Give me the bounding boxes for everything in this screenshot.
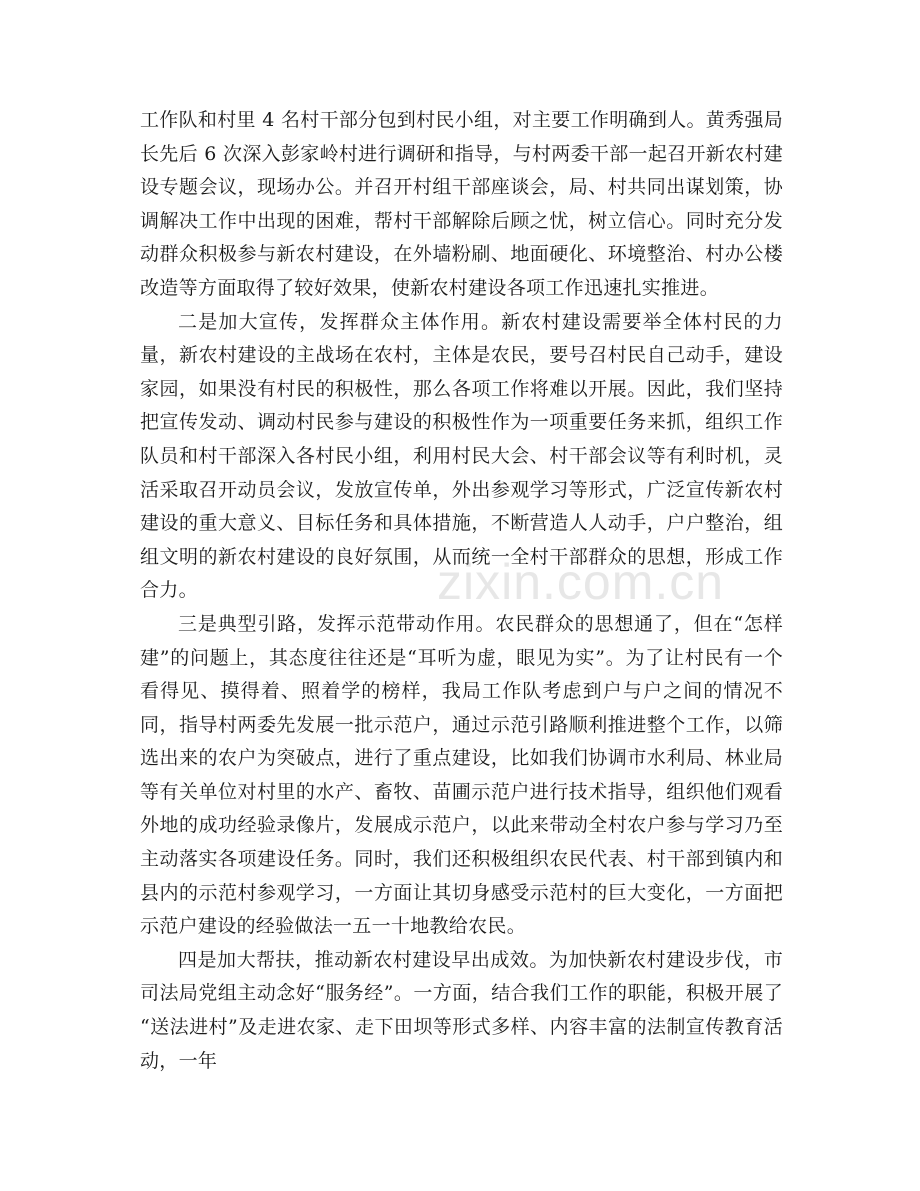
paragraph-4: 四是加大帮扶，推动新农村建设早出成效。为加快新农村建设步伐，市司法局党组主动念好“服务经”。一方面，结合我们工作的职能，积极开展了 “送法进村”及走进农家、走下田坝等形式多样、内容丰富的法制宣传教育活动，一年 [140,948,783,1072]
watermark: zixin.com.cn [437,554,725,610]
paragraph-1: 工作队和村里 4 名村干部分包到村民小组，对主要工作明确到人。黄秀强局长先后 6 次深入彭家岭村进行调研和指导，与村两委干部一起召开新农村建设专题会议，现场办公。并召开村组干部座谈会，局、村共同出谋划策，协调解决工作中出现的困难，帮村干部解除后顾之忧，树立信心。同时充分发动群众积极参与新农村建设，在外墙粉刷、地面硬化、环境整治、村办公楼改造等方面取得了较好效果，使新农村建设各项工作迅速扎实推进。 [140,109,783,299]
document-body [140,104,783,1078]
paragraph-2: 二是加大宣传，发挥群众主体作用。新农村建设需要举全体村民的力量，新农村建设的主战场在农村，主体是农民，要号召村民自己动手，建设家园，如果没有村民的积极性，那么各项工作将难以开展。因此，我们坚持把宣传发动、调动村民参与建设的积极性作为一项重要任务来抓，组织工作队员和村干部深入各村民小组，利用村民大会、村干部会议等有利时机，灵活采取召开动员会议，发放宣传单，外出参观学习等形式，广泛宣传新农村建设的重大意义、目标任务和具体措施，不断营造人人动手，户户整治，组组文明的新农村建设的良好氛围，从而统一全村干部群众的思想，形成工作合力。 [140,310,783,602]
paragraph-3: 三是典型引路，发挥示范带动作用。农民群众的思想通了，但在“怎样建”的问题上，其态度往往还是“耳听为虚，眼见为实”。为了让村民有一个看得见、摸得着、照着学的榜样，我局工作队考虑到户与户之间的情况不同，指导村两委先发展一批示范户，通过示范引路顺利推进整个工作，以筛选出来的农户为突破点，进行了重点建设，比如我们协调市水利局、林业局等有关单位对村里的水产、畜牧、苗圃示范户进行技术指导，组织他们观看外地的成功经验录像片，发展成示范户，以此来带动全村农户参与学习乃至主动落实各项建设任务。同时，我们还积极组织农民代表、村干部到镇内和县内的示范村参观学习，一方面让其切身感受示范村的巨大变化，一方面把示范户建设的经验做法一五一十地教给农民。 [140,612,783,938]
